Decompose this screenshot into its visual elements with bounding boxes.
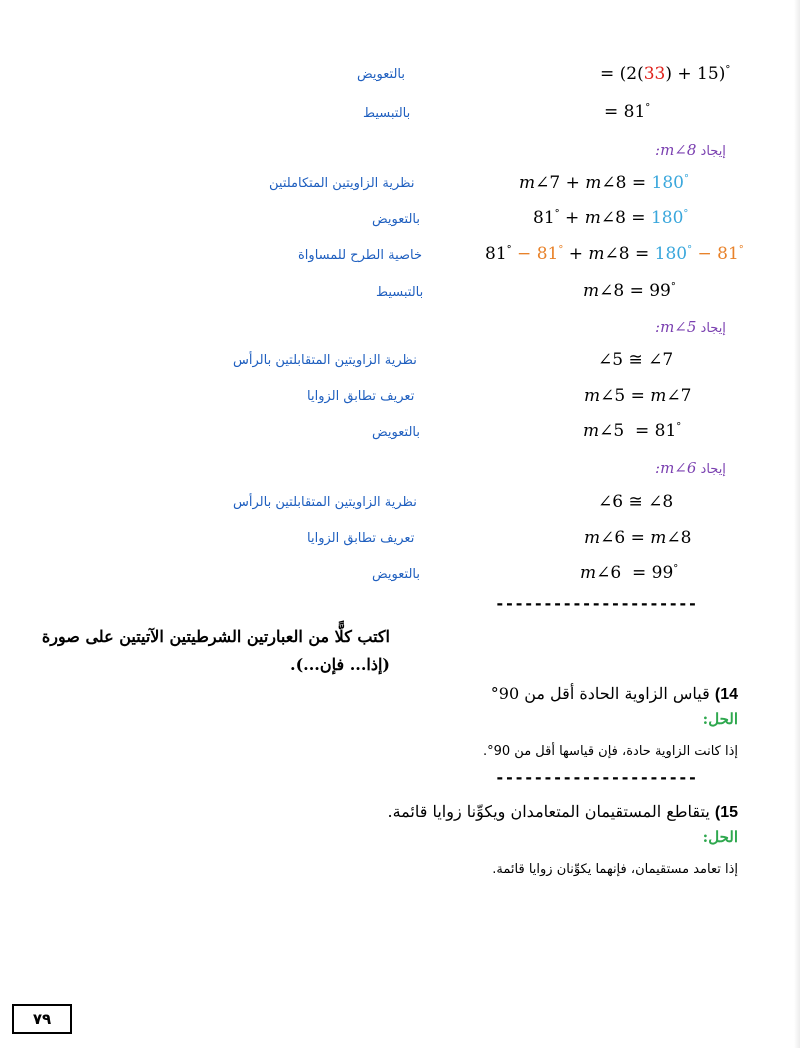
equation-12: m∠6 = 99° — [580, 563, 679, 583]
answer-14: إذا كانت الزاوية حادة، فإن قياسها أقل من 90°. — [482, 744, 738, 759]
equation-2: = 81° — [604, 102, 651, 122]
solution-label-15: الحل: — [702, 828, 738, 846]
page-edge-shadow — [794, 0, 800, 1048]
reason-5: خاصية الطرح للمساواة — [298, 248, 423, 263]
reason-2: بالتبسيط — [363, 106, 411, 121]
divider-1: --------------------- — [495, 594, 698, 613]
equation-6: m∠8 = 99° — [583, 281, 676, 301]
reason-4: بالتعويض — [372, 212, 420, 227]
reason-1: بالتعويض — [357, 67, 405, 82]
question-15: 15) يتقاطع المستقيمان المتعامدان ويكوِّنا زوايا قائمة. — [387, 802, 738, 821]
equation-1: = (2(33) + 15)° — [600, 64, 731, 84]
equation-10: ∠6 ≅ ∠8 — [598, 492, 674, 512]
divider-2: --------------------- — [495, 768, 698, 787]
find-heading-m8: إيجاد m∠8: — [655, 141, 726, 159]
equation-9: m∠5 = 81° — [583, 421, 682, 441]
find-heading-m6: إيجاد m∠6: — [655, 459, 726, 477]
reason-9: بالتعويض — [372, 425, 420, 440]
instruction-line-1: اكتب كلًّا من العبارتين الشرطيتين الآتيتين على صورة — [41, 627, 390, 646]
page-number: ٧٩ — [12, 1004, 72, 1034]
reason-7: نظرية الزاويتين المتقابلتين بالرأس — [233, 353, 417, 368]
equation-11: m∠6 = m∠8 — [584, 528, 692, 548]
find-heading-m5: إيجاد m∠5: — [655, 318, 726, 336]
solution-label-14: الحل: — [702, 710, 738, 728]
equation-7: ∠5 ≅ ∠7 — [598, 350, 674, 370]
equation-5: 81° − 81° + m∠8 = 180° − 81° — [485, 244, 744, 264]
instruction-line-2: (إذا... فإن...). — [290, 655, 390, 674]
reason-11: تعريف تطابق الزوايا — [307, 531, 415, 546]
reason-3: نظرية الزاويتين المتكاملتين — [269, 176, 415, 191]
equation-3: m∠7 + m∠8 = 180° — [519, 173, 689, 193]
reason-10: نظرية الزاويتين المتقابلتين بالرأس — [233, 495, 417, 510]
reason-6: بالتبسيط — [376, 285, 424, 300]
answer-15: إذا تعامد مستقيمان، فإنهما يكوِّنان زوايا قائمة. — [492, 862, 738, 877]
reason-12: بالتعويض — [372, 567, 420, 582]
reason-8: تعريف تطابق الزوايا — [307, 389, 415, 404]
question-14: 14) قياس الزاوية الحادة أقل من 90° — [490, 684, 738, 703]
equation-8: m∠5 = m∠7 — [584, 386, 692, 406]
equation-4: 81° + m∠8 = 180° — [533, 208, 689, 228]
